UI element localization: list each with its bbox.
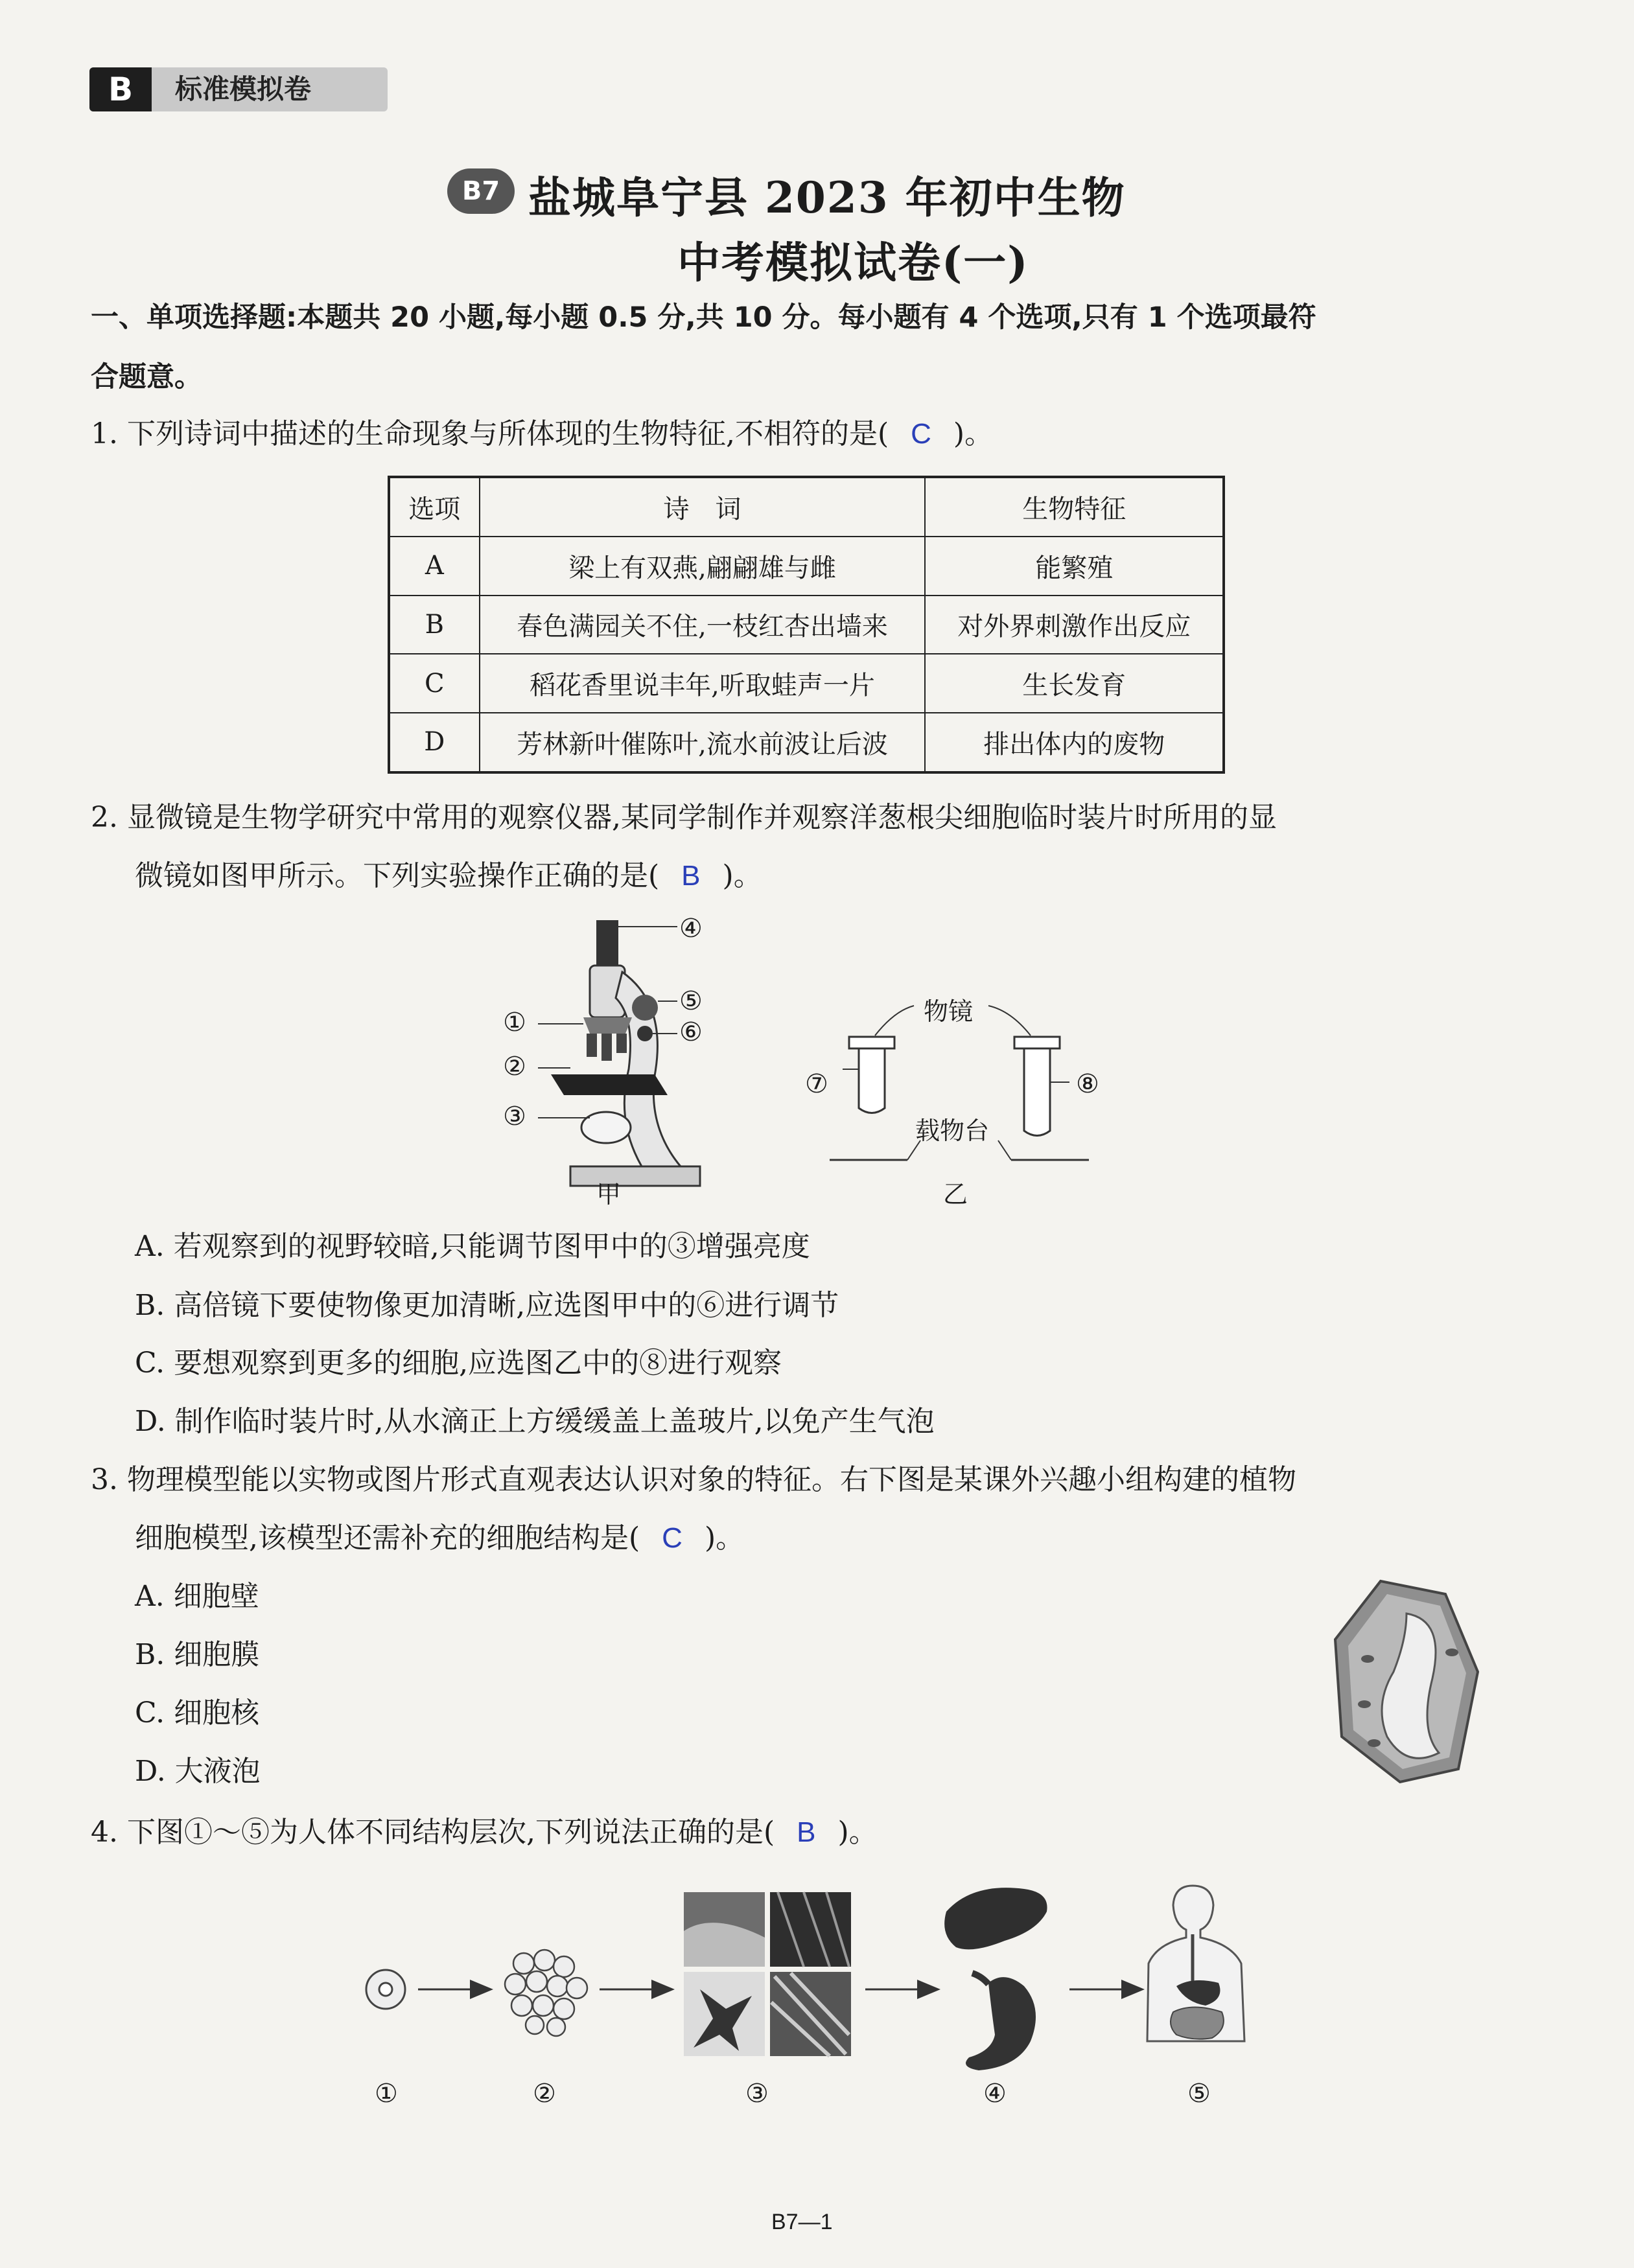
stage <box>551 1074 668 1095</box>
level-label-5: ⑤ <box>1187 2079 1211 2109</box>
table-cell: C <box>389 654 480 713</box>
microscope-mark-4: ④ <box>679 914 703 943</box>
objective-long <box>1024 1048 1050 1136</box>
table-row <box>389 654 1224 713</box>
q3-stem-line2 <box>135 1519 744 1558</box>
section-heading-line2: 合题意。 <box>91 361 202 393</box>
q2-stem-text: 微镜如图甲所示。下列实验操作正确的是( <box>135 859 660 892</box>
table-cell: A <box>389 537 480 596</box>
table-cell: B <box>389 596 480 654</box>
q2-option-c: C. 要想观察到更多的细胞,应选图乙中的⑧进行观察 <box>135 1347 782 1380</box>
header-letter: B <box>89 67 152 111</box>
cell-icon <box>366 1970 405 2009</box>
body-levels-figure <box>350 1873 1264 2080</box>
human-digestive-system-icon <box>1147 1886 1244 2041</box>
page-title-line2: 中考模拟试卷(一) <box>677 237 1029 288</box>
stage-label: 载物台 <box>915 1117 990 1145</box>
page-number: B7—1 <box>771 2210 833 2234</box>
microscope-figure <box>493 907 726 1205</box>
microscope-mark-1: ① <box>503 1008 526 1037</box>
organ-liver-stomach-icon <box>944 1888 1047 2070</box>
microscope-mark-5: ⑤ <box>679 986 703 1016</box>
q4-close: )。 <box>837 1816 878 1849</box>
q4-stem <box>91 1813 878 1852</box>
table-cell: D <box>389 713 480 772</box>
table-row <box>389 713 1224 772</box>
q3-option-c: C. 细胞核 <box>135 1696 260 1730</box>
table-header: 选项 <box>389 477 480 537</box>
table-cell: 梁上有双燕,翩翩雄与雌 <box>480 537 926 596</box>
q3-option-d: D. 大液泡 <box>135 1755 261 1788</box>
q4-answer: B <box>797 1816 816 1848</box>
q2-close: )。 <box>722 859 762 892</box>
table-cell: 排出体内的废物 <box>925 713 1224 772</box>
q3-stem-text: 细胞模型,该模型还需补充的细胞结构是( <box>135 1522 640 1555</box>
level-label-1: ① <box>375 2079 398 2109</box>
objective-mark-7: ⑦ <box>805 1069 828 1099</box>
q2-answer: B <box>681 860 701 892</box>
table-header-row <box>389 477 1224 537</box>
q1-close: )。 <box>953 417 994 450</box>
q1-stem <box>91 415 993 454</box>
table-row <box>389 537 1224 596</box>
q2-option-b: B. 高倍镜下要使物像更加清晰,应选图甲中的⑥进行调节 <box>135 1289 839 1322</box>
q1-table <box>388 476 1225 774</box>
table-row <box>389 596 1224 654</box>
q3-option-a: A. 细胞壁 <box>135 1580 259 1613</box>
microscope-mark-2: ② <box>503 1052 526 1082</box>
table-cell: 能繁殖 <box>925 537 1224 596</box>
q2-option-d: D. 制作临时装片时,从水滴正上方缓缓盖上盖玻片,以免产生气泡 <box>135 1405 935 1438</box>
table-header: 诗 词 <box>480 477 926 537</box>
objective-mark-8: ⑧ <box>1076 1069 1099 1099</box>
q3-option-b: B. 细胞膜 <box>135 1638 260 1671</box>
table-cell: 生长发育 <box>925 654 1224 713</box>
cell-cluster-icon <box>505 1950 587 2036</box>
q2-stem-line1: 2. 显微镜是生物学研究中常用的观察仪器,某同学制作并观察洋葱根尖细胞临时装片时所用的显 <box>91 801 1277 834</box>
q3-stem-line1: 3. 物理模型能以实物或图片形式直观表达认识对象的特征。右下图是某课外兴趣小组构建的植物 <box>91 1463 1296 1496</box>
table-cell: 对外界刺激作出反应 <box>925 596 1224 654</box>
section-heading-line1: 一、单项选择题:本题共 20 小题,每小题 0.5 分,共 10 分。每小题有 4 个选项,只有 1 个选项最符 <box>91 301 1316 334</box>
q1-stem-text: 1. 下列诗词中描述的生命现象与所体现的生物特征,不相符的是( <box>91 417 889 450</box>
level-label-4: ④ <box>983 2079 1007 2109</box>
table-cell: 芳林新叶催陈叶,流水前波让后波 <box>480 713 926 772</box>
page-title-line1: 盐城阜宁县 2023 年初中生物 <box>528 172 1126 223</box>
microscope-mark-3: ③ <box>503 1102 526 1131</box>
q2-stem-line2 <box>135 857 762 896</box>
q2-option-a: A. 若观察到的视野较暗,只能调节图甲中的③增强亮度 <box>135 1230 810 1263</box>
level-label-3: ③ <box>745 2079 769 2109</box>
header-label: 标准模拟卷 <box>175 73 312 105</box>
q3-answer: C <box>662 1522 683 1554</box>
tissue-images-icon <box>684 1892 851 2056</box>
title-badge: B7 <box>447 168 515 214</box>
objective-short <box>859 1048 885 1113</box>
table-cell: 春色满园关不住,一枝红杏出墙来 <box>480 596 926 654</box>
figure-caption-yi: 乙 <box>943 1180 968 1209</box>
eyepiece <box>596 920 618 966</box>
mirror <box>581 1112 631 1143</box>
figure-caption-jia: 甲 <box>596 1180 622 1209</box>
q3-close: )。 <box>704 1522 745 1555</box>
fine-knob <box>637 1026 653 1041</box>
q1-answer: C <box>911 418 931 450</box>
table-header: 生物特征 <box>925 477 1224 537</box>
plant-cell-model <box>1329 1575 1484 1788</box>
objective-label: 物镜 <box>924 997 974 1026</box>
level-label-2: ② <box>533 2079 556 2109</box>
q4-stem-text: 4. 下图①～⑤为人体不同结构层次,下列说法正确的是( <box>91 1816 775 1849</box>
microscope-mark-6: ⑥ <box>679 1017 703 1047</box>
table-cell: 稻花香里说丰年,听取蛙声一片 <box>480 654 926 713</box>
coarse-knob <box>632 995 658 1021</box>
